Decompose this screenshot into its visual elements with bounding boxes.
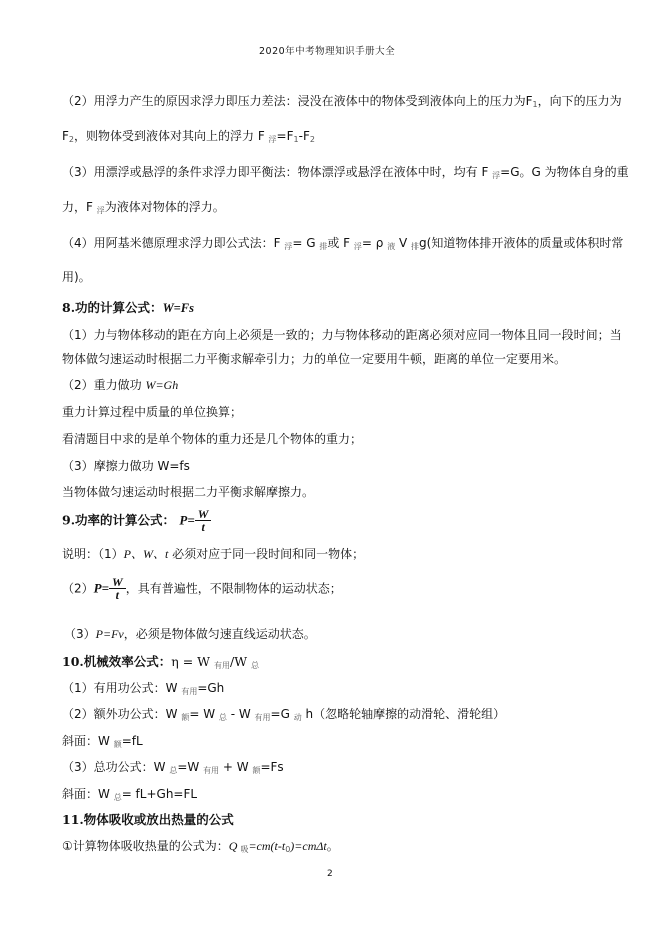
text-line: ①计算物体吸收热量的公式为：Q 吸=cm(t-t0)=cmΔt。 (62, 839, 339, 854)
page-header-title: 2020年中考物理知识手册大全 (259, 46, 396, 57)
text-line: 斜面：W 总= fL+Gh=FL (62, 787, 198, 802)
text-line: F2，则物体受到液体对其向上的浮力 F 浮=F1-F2 (62, 129, 315, 144)
text-line: 用)。 (62, 270, 91, 284)
fraction-numerator: W (109, 576, 126, 589)
text-line: 重力计算过程中质量的单位换算； (62, 405, 243, 419)
text-line: 斜面：W 额=fL (62, 734, 143, 749)
page-number: 2 (327, 869, 333, 879)
power-symbol: P (93, 580, 102, 596)
section-heading-11: 11.物体吸收或放出热量的公式 (62, 812, 234, 827)
text-line: （2）重力做功 W=Gh (62, 378, 179, 392)
text-line: （3）摩擦力做功 W=fs (62, 459, 190, 473)
power-fraction (109, 576, 126, 601)
text-line: 看清题目中求的是单个物体的重力还是几个物体的重力； (62, 432, 363, 446)
text-line: （3）用漂浮或悬浮的条件求浮力即平衡法：物体漂浮或悬浮在液体中时，均有 F 浮=G。G 为物体自身的重 (62, 165, 629, 180)
equals-sign: = (187, 512, 195, 528)
text-line: （2）用浮力产生的原因求浮力即压力差法：浸没在液体中的物体受到液体向上的压力为F1，向下的压力为 (62, 94, 622, 109)
text-line: 说明：（1）P、W、t 必须对应于同一段时间和同一物体； (62, 547, 365, 561)
text-line: （1）有用功公式：W 有用=Gh (62, 681, 225, 696)
section-heading-8: 8.功的计算公式：W=Fs (62, 300, 195, 315)
text-line: （4）用阿基米德原理求浮力即公式法：F 浮= G 排或 F 浮= ρ 液 V 排g(知道物体排开液体的质量或体积时常 (62, 236, 624, 251)
fraction-denominator: t (201, 520, 205, 534)
equals-sign: = (101, 580, 110, 596)
section-heading-10: 10.机械效率公式：η = W 有用/W 总 (62, 654, 260, 670)
fraction-denominator: t (115, 588, 120, 602)
power-symbol: P (179, 512, 188, 528)
text-line: （2）P= $\frac{W}{t}$ ，具有普遍性，不限制物体的运动状态； (62, 575, 342, 602)
text-line: 力，F 浮为液体对物体的浮力。 (62, 200, 225, 215)
text-line: （2）额外功公式：W 额= W 总 - W 有用=G 动 h（忽略轮轴摩擦的动滑轮、滑轮组） (62, 707, 506, 722)
text-line: （3）P=Fv，必须是物体做匀速直线运动状态。 (64, 627, 316, 641)
text-line: （3）总功公式：W 总=W 有用 + W 额=Fs (62, 760, 284, 775)
text-line: 物体做匀速运动时根据二力平衡求解牵引力；力的单位一定要用牛顿，距离的单位一定要用米。 (62, 352, 567, 366)
fraction-numerator: W (195, 508, 212, 521)
section-heading-9: 9.功率的计算公式： P= $\frac{W}{t}$ (62, 505, 211, 536)
power-fraction (195, 508, 212, 533)
text-line: （1）力与物体移动的距在方向上必须是一致的；力与物体移动的距离必须对应同一物体且同一段时间；当 (62, 328, 622, 342)
text-line: 当物体做匀速运动时根据二力平衡求解摩擦力。 (62, 485, 315, 499)
